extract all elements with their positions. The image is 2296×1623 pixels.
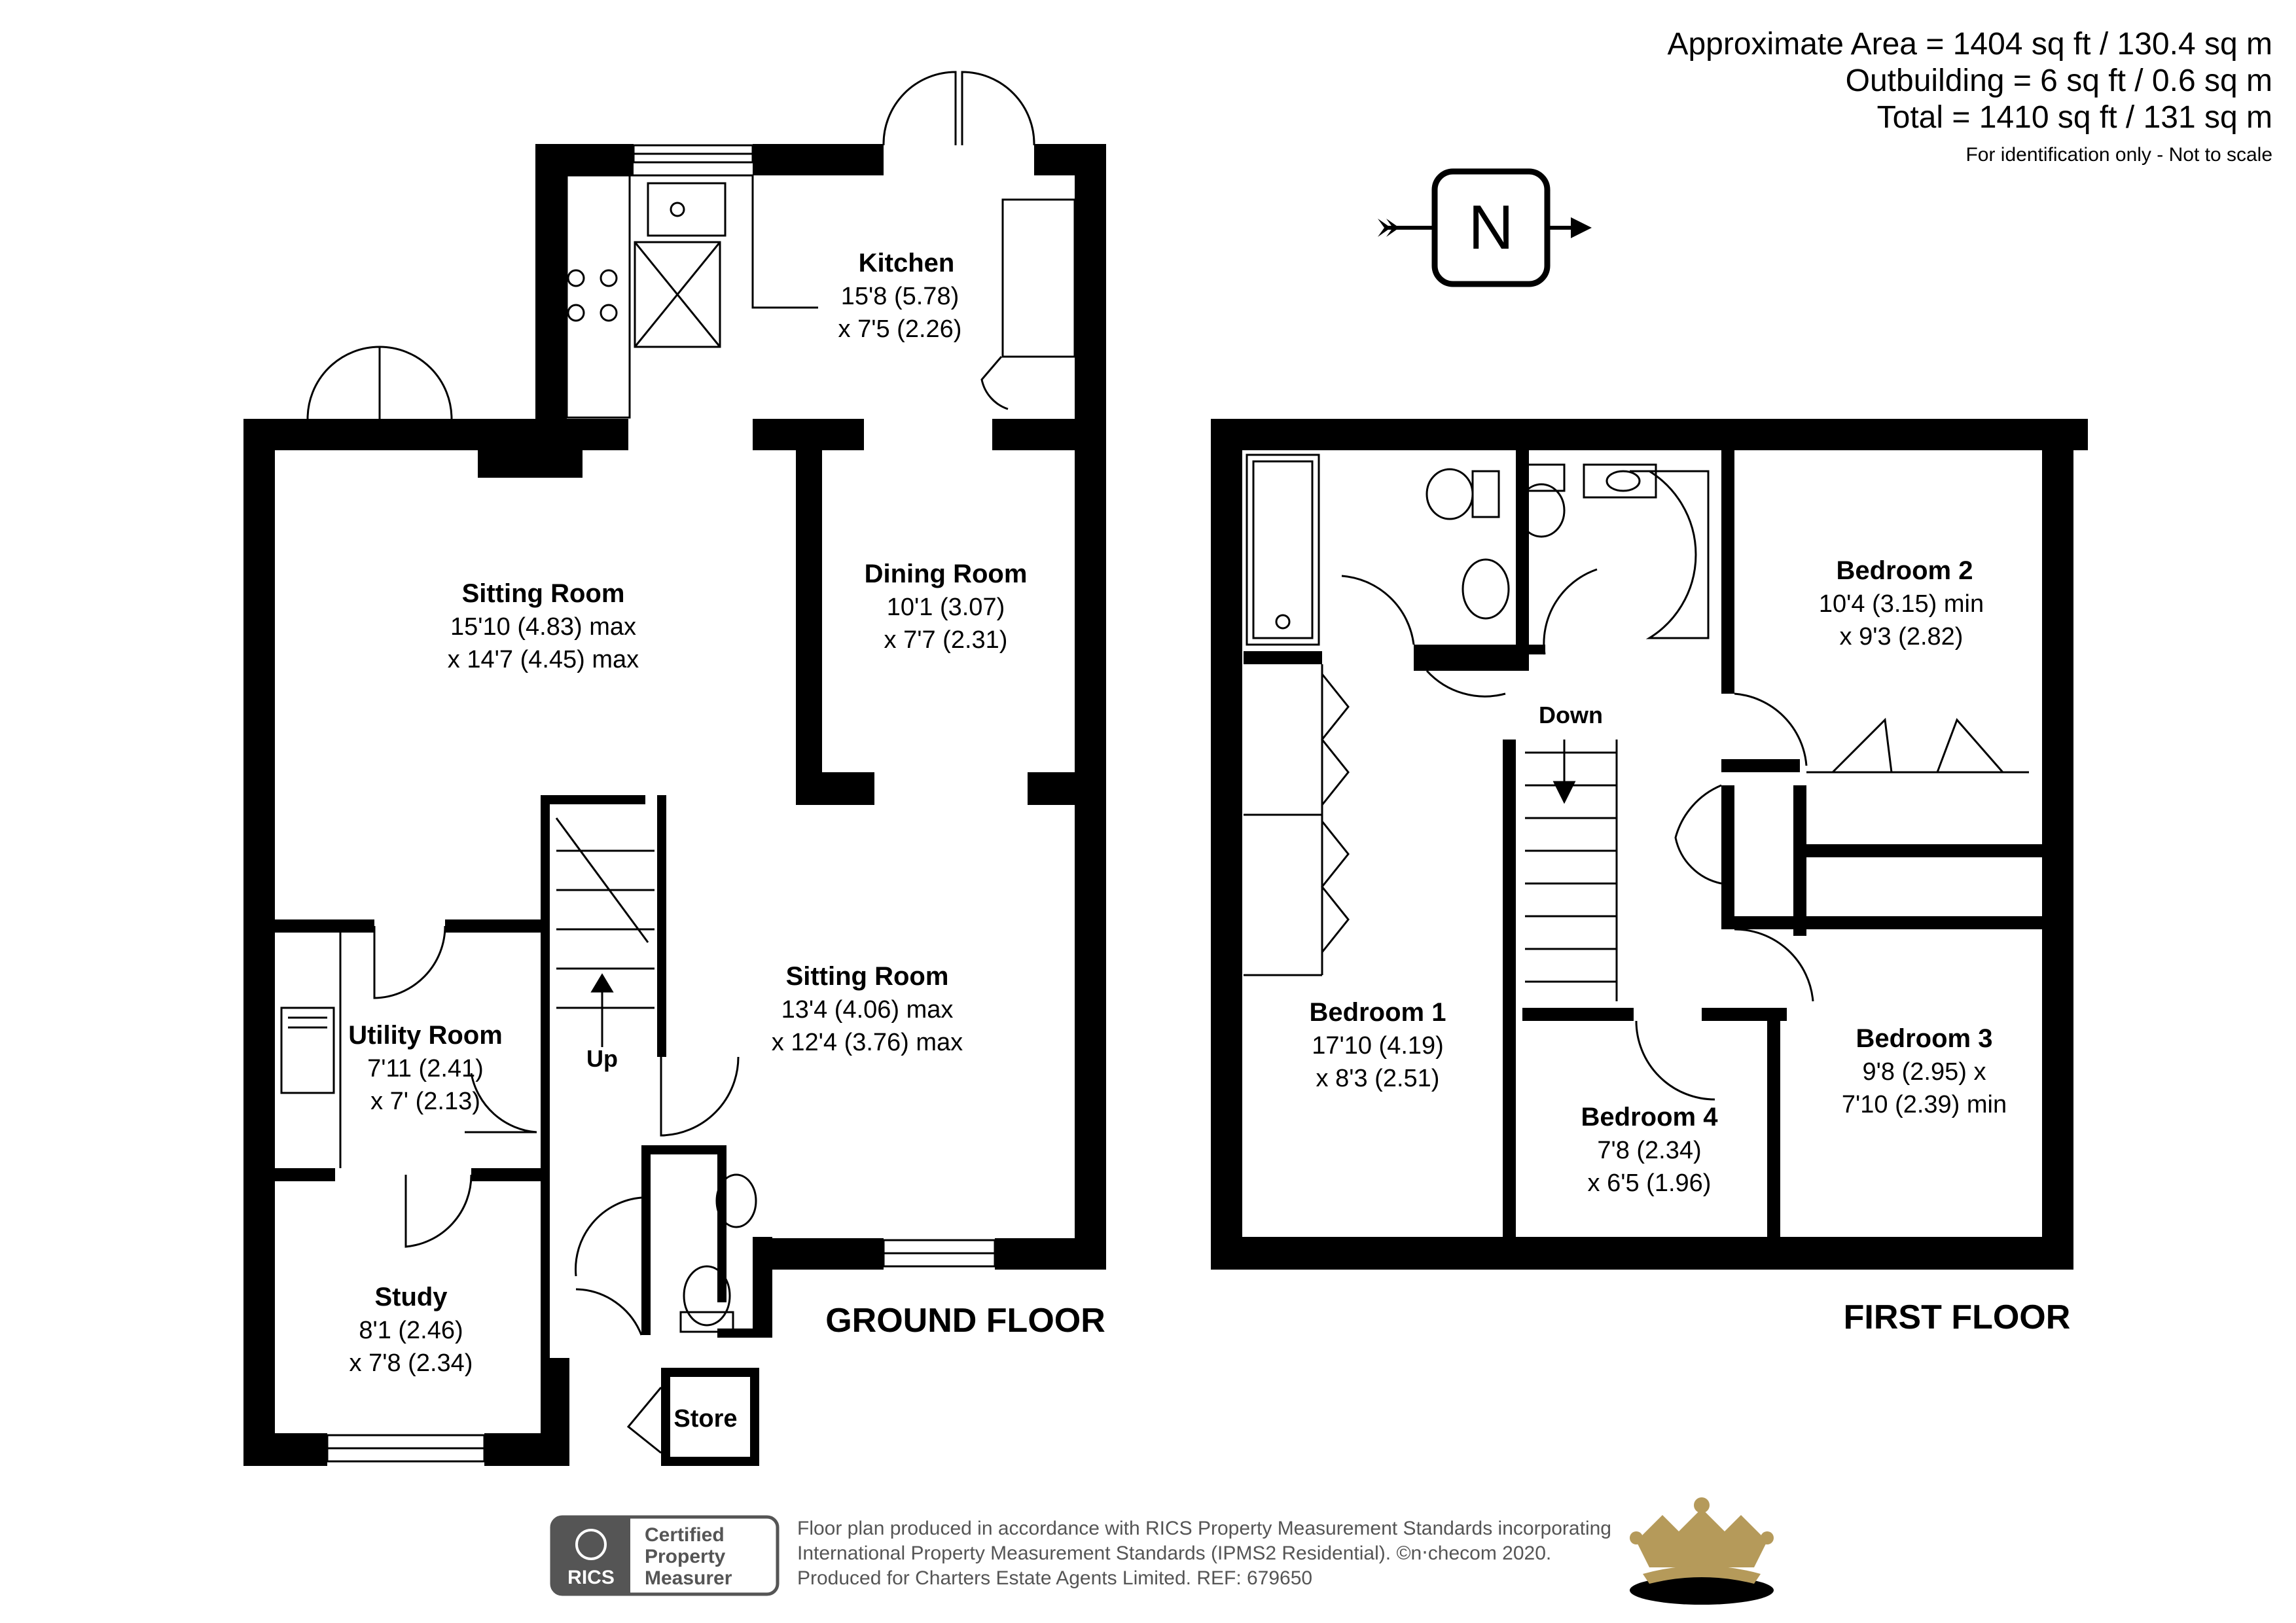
study-dim1: 8'1 (2.46) — [359, 1317, 463, 1344]
study-name: Study — [374, 1283, 448, 1311]
store-name: Store — [673, 1405, 738, 1433]
statement-line-1: Floor plan produced in accordance with RICS Property Measurement Standards incorporating — [797, 1518, 1611, 1539]
compass-letter: N — [1468, 192, 1514, 262]
first-floor-title: FIRST FLOOR — [1843, 1298, 2071, 1336]
ensuite-shower — [1630, 471, 1708, 638]
north-arrow-icon — [1378, 171, 1592, 284]
kitchen-dim1: 15'8 (5.78) — [840, 283, 960, 310]
bedroom-2-dim2: x 9'3 (2.82) — [1839, 623, 1964, 651]
bedroom-4-dim2: x 6'5 (1.96) — [1587, 1169, 1712, 1197]
sitting-room-1-dim2: x 14'7 (4.45) max — [447, 646, 639, 673]
bedroom-3-dim1: 9'8 (2.95) x — [1862, 1058, 1986, 1086]
ground-stairs — [556, 818, 655, 1047]
bedroom-3-dim2: 7'10 (2.39) min — [1841, 1091, 2007, 1118]
dining-room-dim1: 10'1 (3.07) — [886, 594, 1005, 621]
utility-room-name: Utility Room — [348, 1021, 503, 1050]
rics-logo-text: RICS — [567, 1567, 615, 1588]
kitchen-sink — [648, 183, 725, 236]
bedroom-2-name: Bedroom 2 — [1836, 556, 1973, 585]
bedroom-1-dim1: 17'10 (4.19) — [1312, 1032, 1444, 1060]
sitting-room-2-name: Sitting Room — [785, 962, 949, 991]
statement-line-3: Produced for Charters Estate Agents Limited. REF: 679650 — [797, 1567, 1313, 1589]
outbuilding-area: Outbuilding = 6 sq ft / 0.6 sq m — [1845, 63, 2272, 98]
sitting-room-2-dim1: 13'4 (4.06) max — [781, 996, 954, 1024]
first-floor-stairs — [1525, 740, 1617, 1001]
sitting-room-1-dim1: 15'10 (4.83) max — [450, 613, 636, 641]
statement-line-2: International Property Measurement Standards (IPMS2 Residential). ©n‧checom 2020. — [797, 1543, 1552, 1564]
approximate-area: Approximate Area = 1404 sq ft / 130.4 sq m — [1667, 27, 2272, 62]
kitchen-dim2: x 7'5 (2.26) — [838, 315, 962, 343]
bedroom-2-dim1: 10'4 (3.15) min — [1818, 590, 1984, 618]
study-dim2: x 7'8 (2.34) — [349, 1349, 473, 1377]
utility-room-dim2: x 7' (2.13) — [370, 1088, 480, 1115]
bedroom-4-name: Bedroom 4 — [1581, 1103, 1718, 1132]
badge-line-2: Property — [645, 1546, 726, 1567]
ground-floor-plan — [243, 144, 1106, 1466]
first-floor-labels — [1310, 556, 2071, 1336]
disclaimer-note: For identification only - Not to scale — [1965, 144, 2272, 166]
utility-room-dim1: 7'11 (2.41) — [367, 1055, 484, 1082]
stairs-up-label: Up — [586, 1045, 618, 1072]
badge-line-1: Certified — [645, 1524, 725, 1546]
stairs-down-label: Down — [1539, 702, 1603, 728]
bedroom-3-name: Bedroom 3 — [1856, 1024, 1993, 1053]
dining-room-dim2: x 7'7 (2.31) — [884, 626, 1008, 654]
sitting-room-2-dim2: x 12'4 (3.76) max — [771, 1029, 963, 1056]
bedroom-4-dim1: 7'8 (2.34) — [1597, 1137, 1702, 1164]
ground-floor-fixtures — [281, 72, 1075, 1461]
sitting-room-1-name: Sitting Room — [461, 579, 625, 608]
dining-room-name: Dining Room — [864, 560, 1028, 588]
crown-logo-icon — [1630, 1497, 1774, 1605]
rics-badge — [552, 1517, 778, 1594]
badge-line-3: Measurer — [645, 1567, 732, 1589]
bedroom-1-name: Bedroom 1 — [1309, 998, 1446, 1027]
bedroom-1-dim2: x 8'3 (2.51) — [1316, 1065, 1440, 1092]
total-area: Total = 1410 sq ft / 131 sq m — [1876, 100, 2272, 135]
rics-statement — [797, 1518, 1611, 1589]
ground-floor-title: GROUND FLOOR — [825, 1302, 1105, 1340]
kitchen-name: Kitchen — [858, 249, 955, 277]
utility-sink — [281, 1008, 334, 1093]
